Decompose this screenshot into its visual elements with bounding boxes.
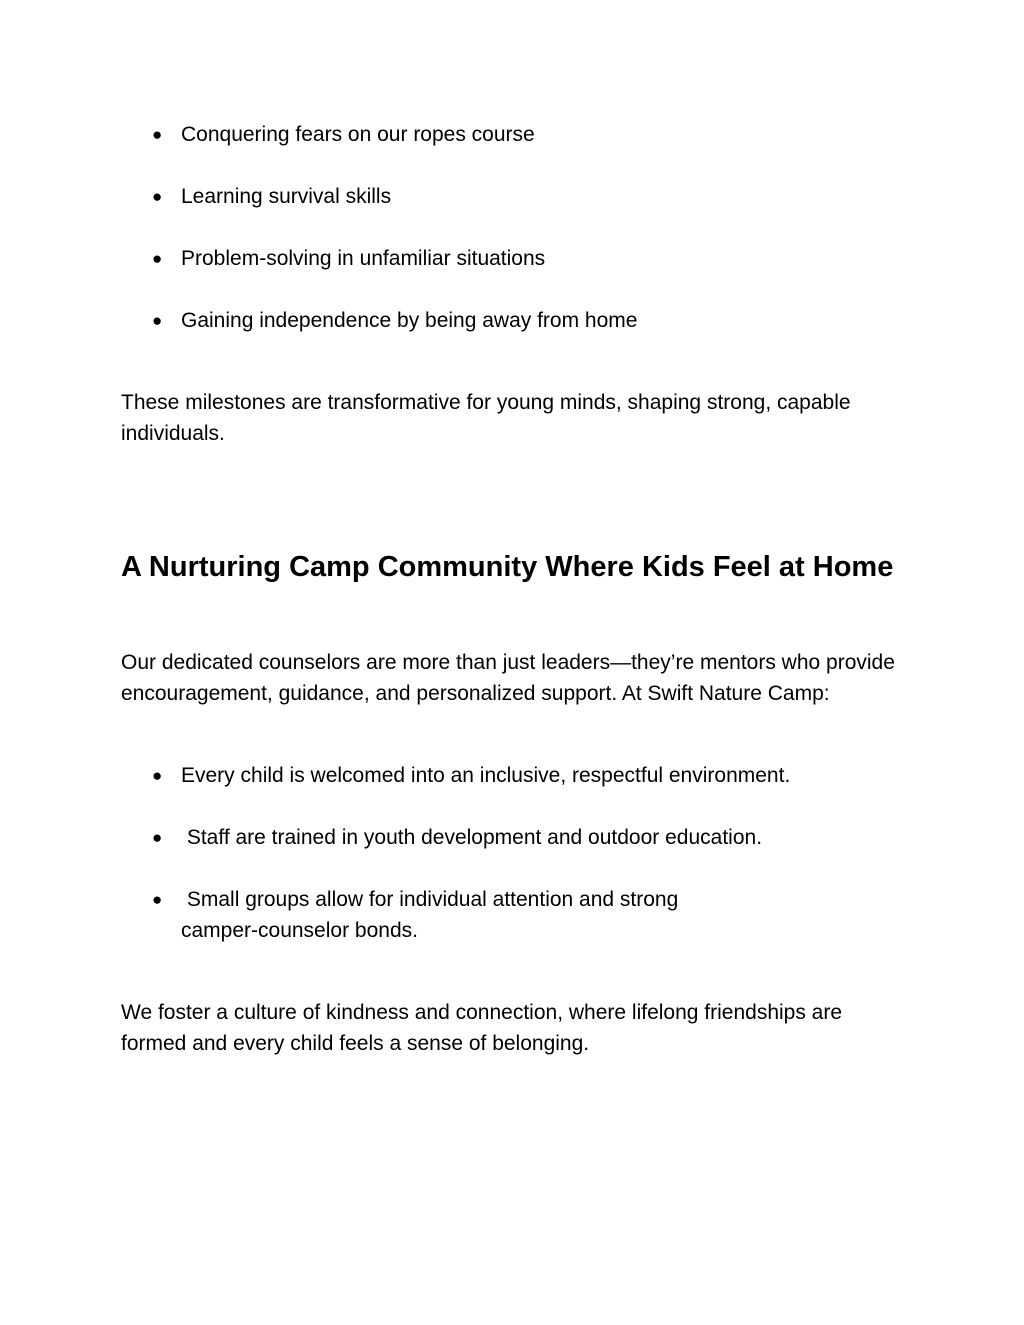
closing-paragraph: We foster a culture of kindness and connection, where lifelong friendships are formed and every child feels a sense of belonging. — [121, 1001, 843, 1055]
list-item — [152, 760, 912, 791]
list-item-text: Every child is welcomed into an inclusive, respectful environment. — [181, 764, 791, 787]
list-item — [152, 305, 912, 336]
list-item-text: Learning survival skills — [181, 185, 392, 208]
list-item-text: Conquering fears on our ropes course — [181, 123, 535, 146]
bullet-icon: ● — [152, 890, 163, 909]
list-item-text: Staff are trained in youth development and outdoor education. — [181, 826, 763, 849]
list-item — [152, 181, 912, 212]
list-item — [152, 884, 752, 946]
bullet-icon: ● — [152, 766, 163, 785]
list-item-text: Problem-solving in unfamiliar situations — [181, 247, 546, 270]
bullet-icon: ● — [152, 311, 163, 330]
section-heading: A Nurturing Camp Community Where Kids Feel at Home — [121, 551, 894, 583]
bullet-icon: ● — [152, 828, 163, 847]
bullet-icon: ● — [152, 187, 163, 206]
milestones-paragraph: These milestones are transformative for young minds, shaping strong, capable individuals. — [121, 391, 851, 445]
bullet-icon: ● — [152, 249, 163, 268]
list-item-text: Small groups allow for individual attention and strong camper-counselor bonds. — [181, 888, 685, 942]
counselors-paragraph: Our dedicated counselors are more than just leaders—they’re mentors who provide encouragement, guidance, and personalized support. At Swift Nature Camp: — [121, 651, 895, 705]
list-item — [152, 119, 912, 150]
bullet-icon: ● — [152, 125, 163, 144]
list-item — [152, 243, 912, 274]
list-item-text: Gaining independence by being away from home — [181, 309, 638, 332]
list-item — [152, 822, 912, 853]
